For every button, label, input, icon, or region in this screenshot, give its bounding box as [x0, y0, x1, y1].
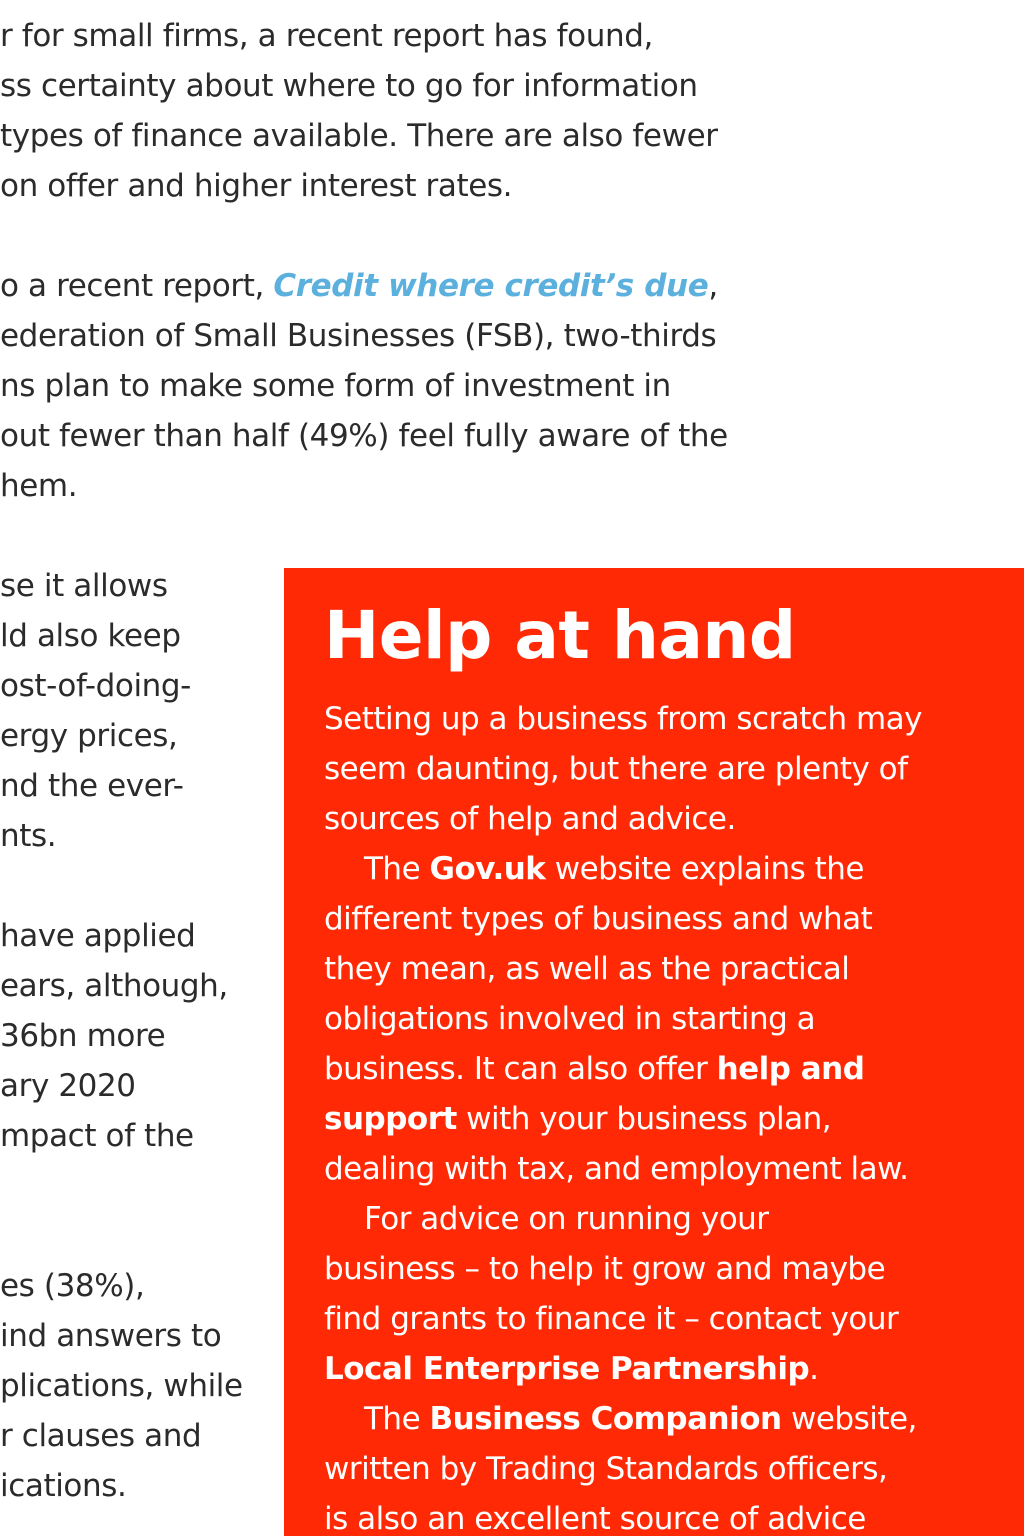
body-text-line: out fewer than half (49%) feel fully aware of the: [0, 418, 728, 454]
text: The: [364, 1401, 430, 1437]
column-text-line: ld also keep: [0, 618, 181, 654]
sidebar-text-line: seem daunting, but there are plenty of: [324, 751, 908, 787]
report-intro-text: o a recent report,: [0, 268, 274, 304]
body-text-line: types of finance available. There are also fewer: [0, 118, 718, 154]
sidebar-text-line: written by Trading Standards officers,: [324, 1451, 888, 1487]
sidebar-text-line: different types of business and what: [324, 901, 873, 937]
text: The: [364, 851, 430, 887]
text: business. It can also offer: [324, 1051, 717, 1087]
column-text-line: plications, while: [0, 1368, 243, 1404]
help-at-hand-sidebar: [284, 568, 1024, 1536]
help-and-support-link[interactable]: support: [324, 1101, 457, 1137]
body-text-line: r for small firms, a recent report has found,: [0, 18, 653, 54]
help-and-support-link[interactable]: help and: [716, 1051, 865, 1087]
body-text-line: ss certainty about where to go for information: [0, 68, 698, 104]
sidebar-text-line: find grants to finance it – contact your: [324, 1301, 899, 1337]
column-text-line: have applied: [0, 918, 196, 954]
body-text-line: ns plan to make some form of investment in: [0, 368, 671, 404]
sidebar-text-line: [324, 1094, 831, 1144]
report-link[interactable]: Credit where credit’s due: [273, 268, 709, 304]
sidebar-text-line: [364, 1394, 917, 1444]
column-text-line: 36bn more: [0, 1018, 166, 1054]
body-text-line-with-link: [0, 261, 718, 311]
text: website explains the: [545, 851, 865, 887]
column-text-line: nd the ever-: [0, 768, 184, 804]
column-text-line: ind answers to: [0, 1318, 222, 1354]
sidebar-text-line: [364, 844, 864, 894]
column-text-line: es (38%),: [0, 1268, 145, 1304]
gov-uk-link[interactable]: Gov.uk: [429, 851, 546, 887]
comma-text: ,: [708, 268, 718, 304]
sidebar-text-line: is also an excellent source of advice: [324, 1501, 866, 1536]
business-companion-link[interactable]: Business Companion: [429, 1401, 782, 1437]
text: website,: [781, 1401, 917, 1437]
sidebar-text-line: [324, 1344, 819, 1394]
sidebar-text-line: business – to help it grow and maybe: [324, 1251, 886, 1287]
column-text-line: mpact of the: [0, 1118, 194, 1154]
sidebar-text-line: Setting up a business from scratch may: [324, 701, 923, 737]
column-text-line: ary 2020: [0, 1068, 136, 1104]
body-text-line: hem.: [0, 468, 78, 504]
body-text-line: on offer and higher interest rates.: [0, 168, 513, 204]
text: .: [809, 1351, 819, 1387]
column-text-line: nts.: [0, 818, 57, 854]
column-text-line: ications.: [0, 1468, 127, 1504]
sidebar-text-line: For advice on running your: [364, 1201, 769, 1237]
sidebar-text-line: obligations involved in starting a: [324, 1001, 816, 1037]
local-enterprise-partnership-link[interactable]: Local Enterprise Partnership: [324, 1351, 810, 1387]
text: with your business plan,: [456, 1101, 832, 1137]
sidebar-text-line: they mean, as well as the practical: [324, 951, 850, 987]
column-text-line: ergy prices,: [0, 718, 178, 754]
sidebar-text-line: sources of help and advice.: [324, 801, 736, 837]
sidebar-text-line: dealing with tax, and employment law.: [324, 1151, 909, 1187]
column-text-line: ost-of-doing-: [0, 668, 191, 704]
body-text-line: ederation of Small Businesses (FSB), two-thirds: [0, 318, 717, 354]
column-text-line: se it allows: [0, 568, 168, 604]
sidebar-title: Help at hand: [324, 597, 796, 674]
column-text-line: r clauses and: [0, 1418, 202, 1454]
column-text-line: ears, although,: [0, 968, 228, 1004]
sidebar-text-line: [324, 1044, 864, 1094]
